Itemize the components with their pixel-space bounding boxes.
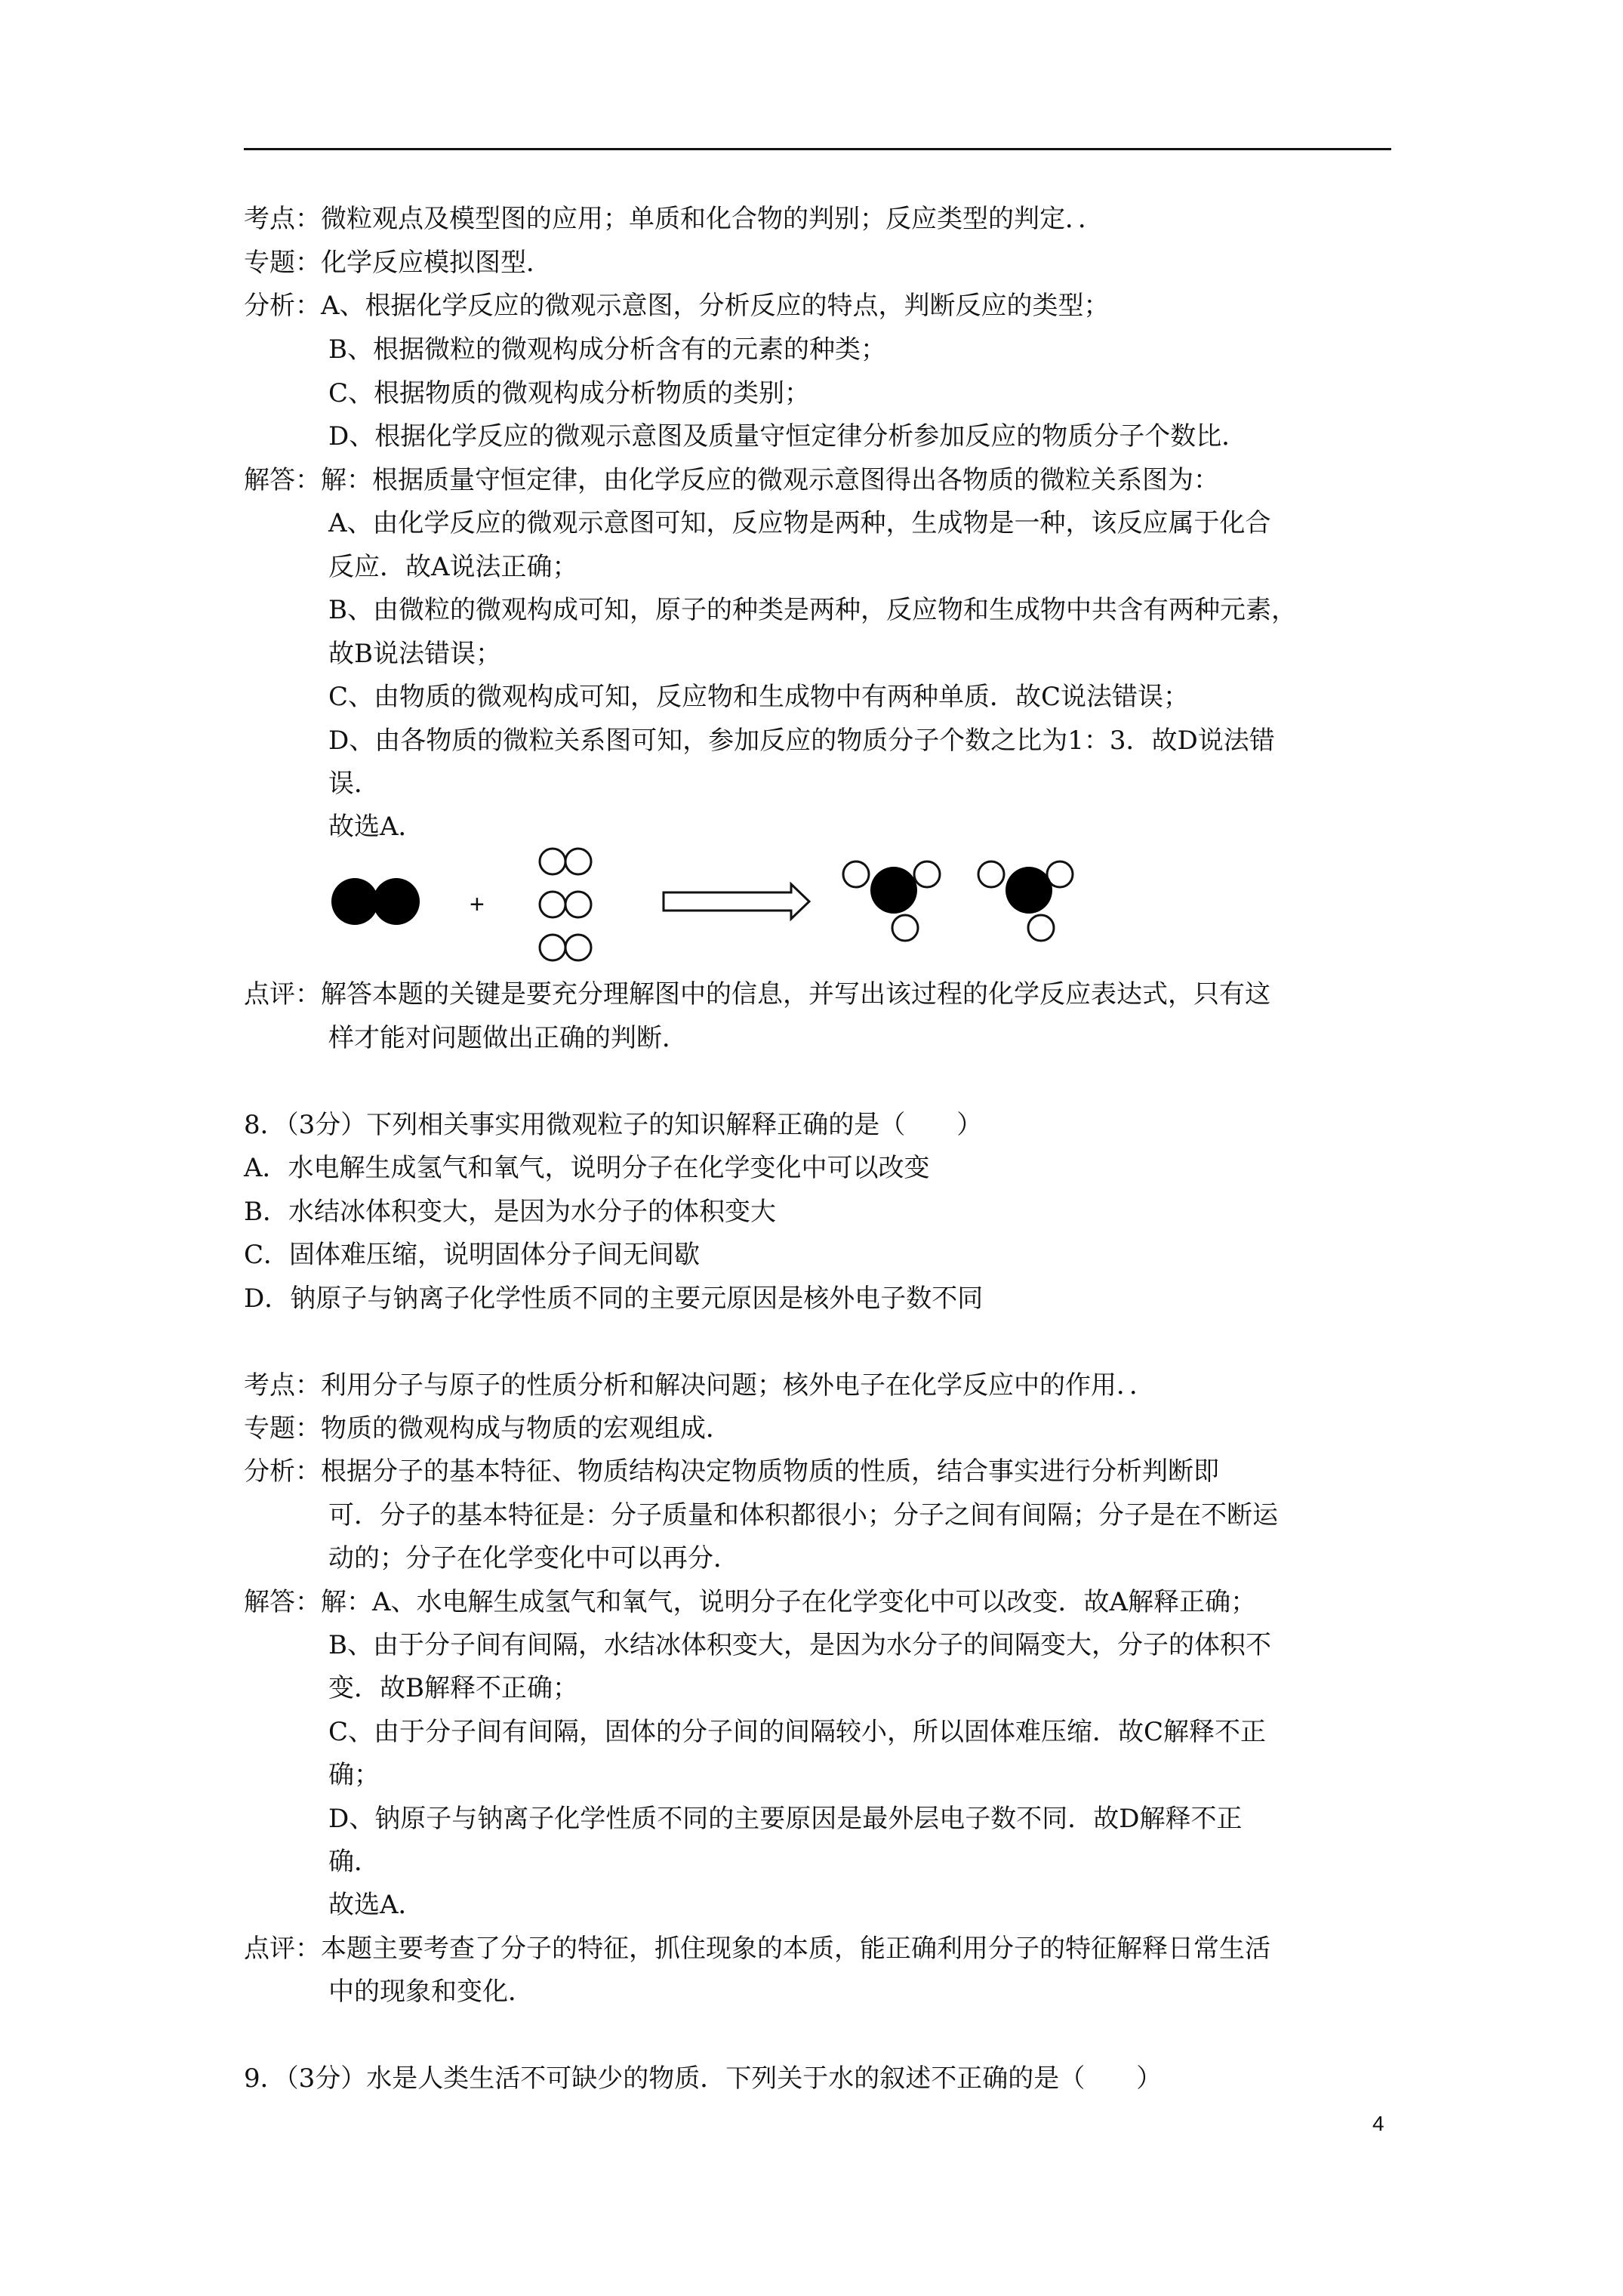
white-atom <box>978 861 1004 887</box>
reaction-arrow <box>664 884 809 919</box>
text-line-q7-dianping1: 点评：解答本题的关键是要充分理解图中的信息，并写出该过程的化学反应表达式，只有这 <box>244 979 1270 1009</box>
text-line-q7-jieda-a2: 反应．故A说法正确； <box>328 552 578 582</box>
text-line-q8-stem: 8．（3分）下列相关事实用微观粒子的知识解释正确的是（ ） <box>244 1110 983 1140</box>
black-atom <box>1006 867 1052 914</box>
text-line-q8-opt-b: B．水结冰体积变大，是因为水分子的体积变大 <box>244 1197 776 1227</box>
text-line-q7-fenxi-d: D、根据化学反应的微观示意图及质量守恒定律分析参加反应的物质分子个数比． <box>328 421 1248 451</box>
page-number: 4 <box>1372 2112 1384 2135</box>
text-line-q8-jieda-b1: B、由于分子间有间隔，水结冰体积变大，是因为水分子的间隔变大，分子的体积不 <box>328 1630 1271 1660</box>
header-rule <box>244 148 1391 150</box>
white-atom <box>843 861 869 887</box>
black-atom <box>870 867 917 914</box>
text-line-q7-kaodian: 考点：微粒观点及模型图的应用；单质和化合物的判别；反应类型的判定．． <box>244 204 1104 234</box>
text-line-q7-fenxi-b: B、根据微粒的微观构成分析含有的元素的种类； <box>328 334 886 365</box>
reactant-white-molecules <box>540 849 591 960</box>
text-line-q8-fenxi1: 分析：根据分子的基本特征、物质结构决定物质物质的性质，结合事实进行分析判断即 <box>244 1456 1219 1487</box>
text-line-q8-guxuan: 故选A． <box>328 1890 424 1920</box>
text-line-q7-jieda-b2: 故B说法错误； <box>328 639 501 669</box>
white-atom <box>540 892 565 917</box>
white-atom <box>540 849 565 874</box>
text-line-q7-jieda-d1: D、由各物质的微粒关系图可知，参加反应的物质分子个数之比为1：3．故D说法错 <box>328 726 1275 756</box>
white-atom <box>914 861 940 887</box>
text-line-q7-jieda-d2: 误． <box>328 769 380 799</box>
text-line-q8-jieda-c2: 确； <box>328 1760 380 1790</box>
black-atom <box>373 878 420 925</box>
text-line-q7-jieda-b1: B、由微粒的微观构成可知，原子的种类是两种，反应物和生成物中共含有两种元素， <box>328 595 1297 625</box>
white-atom <box>565 892 591 917</box>
text-line-q8-jieda-d2: 确． <box>328 1847 380 1877</box>
text-line-q8-opt-d: D．钠原子与钠离子化学性质不同的主要元原因是核外电子数不同 <box>244 1284 984 1314</box>
text-line-q8-fenxi3: 动的；分子在化学变化中可以再分． <box>328 1543 739 1573</box>
plus-sign: + <box>470 890 485 919</box>
white-atom <box>1028 915 1054 941</box>
text-line-q8-kaodian: 考点：利用分子与原子的性质分析和解决问题；核外电子在化学反应中的作用．． <box>244 1370 1155 1401</box>
white-atom <box>540 935 565 960</box>
text-line-q8-jieda1: 解答：解：A、水电解生成氢气和氧气，说明分子在化学变化中可以改变．故A解释正确； <box>244 1587 1257 1617</box>
text-line-q7-zhuanti: 专题：化学反应模拟图型． <box>244 248 552 278</box>
white-atom <box>565 935 591 960</box>
black-atom <box>331 878 378 925</box>
text-line-q8-opt-a: A．水电解生成氢气和氧气，说明分子在化学变化中可以改变 <box>244 1153 930 1183</box>
text-line-q7-jieda: 解答：解：根据质量守恒定律，由化学反应的微观示意图得出各物质的微粒关系图为： <box>244 465 1219 495</box>
white-atom <box>565 849 591 874</box>
text-line-q7-guxuan: 故选A． <box>328 812 424 842</box>
reactant-black-molecule <box>331 878 420 925</box>
text-line-q8-jieda-d1: D、钠原子与钠离子化学性质不同的主要原因是最外层电子数不同．故D解释不正 <box>328 1804 1243 1834</box>
white-atom <box>892 915 918 941</box>
text-line-q8-opt-c: C．固体难压缩，说明固体分子间无间歇 <box>244 1240 701 1270</box>
product-molecule <box>843 861 940 941</box>
text-line-q8-fenxi2: 可．分子的基本特征是：分子质量和体积都很小；分子之间有间隔；分子是在不断运 <box>328 1500 1278 1530</box>
text-line-q9-stem: 9．（3分）水是人类生活不可缺少的物质．下列关于水的叙述不正确的是（ ） <box>244 2063 1163 2094</box>
product-molecule <box>978 861 1073 941</box>
text-line-q7-jieda-a1: A、由化学反应的微观示意图可知，反应物是两种，生成物是一种，该反应属于化合 <box>328 508 1271 538</box>
text-line-q8-zhuanti: 专题：物质的微观构成与物质的宏观组成． <box>244 1413 731 1444</box>
text-line-q8-dianping2: 中的现象和变化． <box>328 1977 534 2007</box>
text-line-q7-dianping2: 样才能对问题做出正确的判断． <box>328 1023 688 1053</box>
text-line-q7-fenxi-c: C、根据物质的微观构成分析物质的类别； <box>328 378 811 408</box>
text-line-q7-fenxi: 分析：A、根据化学反应的微观示意图，分析反应的特点，判断反应的类型； <box>244 291 1110 321</box>
reaction-diagram <box>317 842 1147 963</box>
text-line-q8-dianping1: 点评：本题主要考查了分子的特征，抓住现象的本质，能正确利用分子的特征解释日常生活 <box>244 1934 1270 1964</box>
text-line-q8-jieda-c1: C、由于分子间有间隔，固体的分子间的间隔较小，所以固体难压缩．故C解释不正 <box>328 1717 1267 1747</box>
text-line-q8-jieda-b2: 变．故B解释不正确； <box>328 1673 578 1703</box>
text-line-q7-jieda-c: C、由物质的微观构成可知，反应物和生成物中有两种单质．故C说法错误； <box>328 682 1190 712</box>
